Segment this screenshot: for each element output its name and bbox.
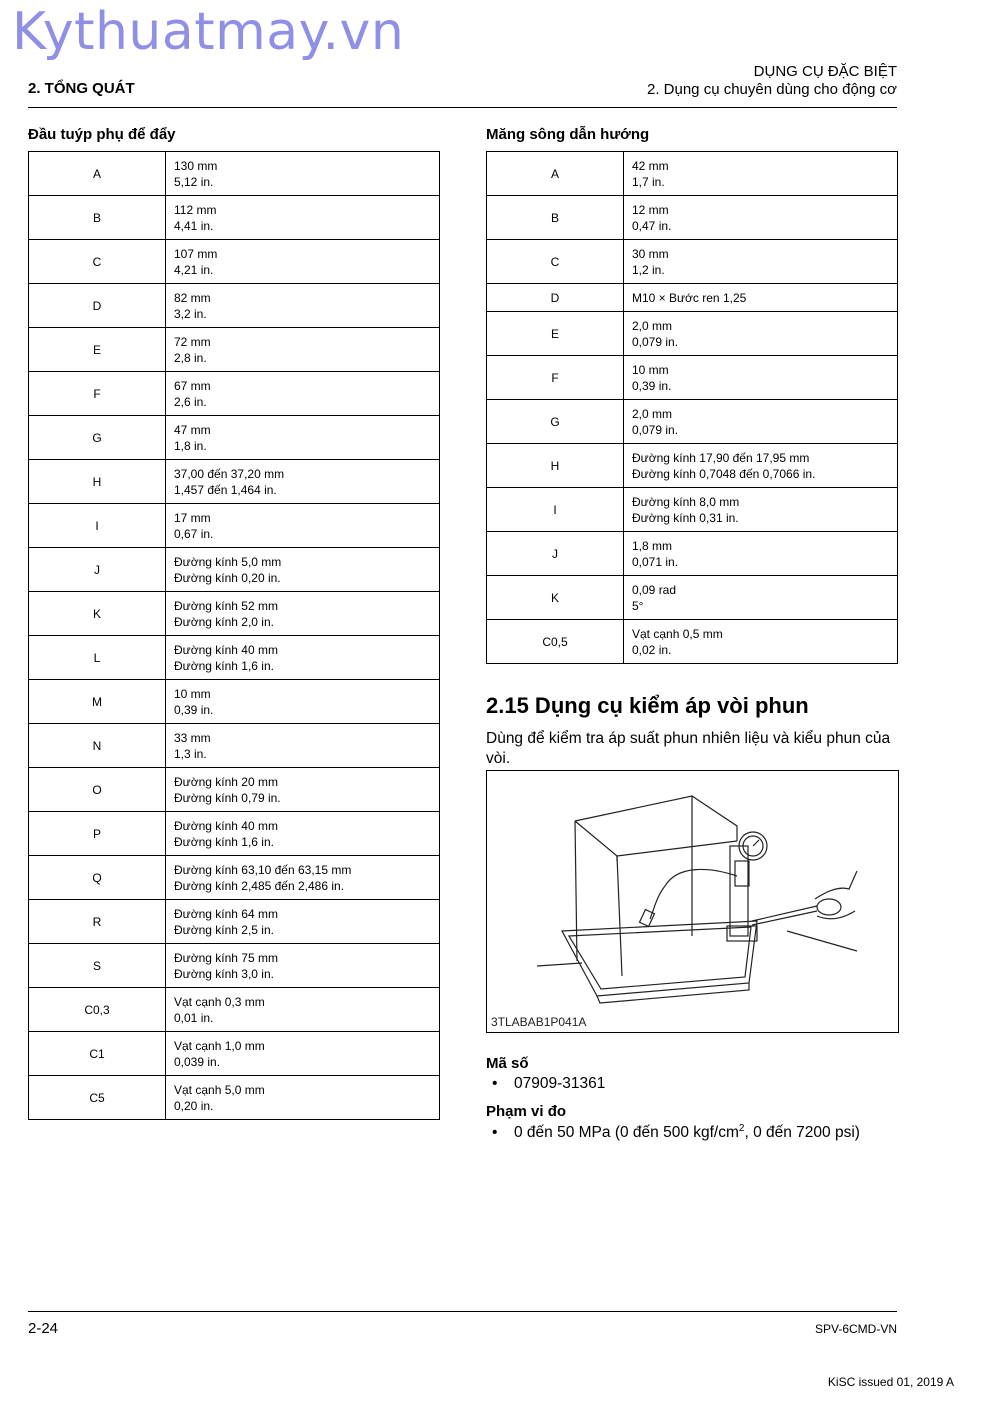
- row-key: B: [29, 196, 166, 240]
- row-value: [166, 152, 440, 196]
- table-row: [487, 240, 898, 284]
- row-key: Q: [29, 856, 166, 900]
- table-row: [29, 1032, 440, 1076]
- value-line: 0,01 in.: [174, 1010, 214, 1025]
- code-bullet: [492, 1075, 605, 1093]
- value-line: Vạt cạnh 1,0 mm: [174, 1038, 265, 1053]
- header-chapter: DỤNG CỤ ĐẶC BIỆT: [753, 63, 897, 80]
- value-line: Đường kính 40 mm: [174, 818, 278, 833]
- footer-doc-code: SPV-6CMD-VN: [814, 1322, 897, 1336]
- header-section: 2. TỔNG QUÁT: [28, 80, 135, 97]
- value-line: Đường kính 0,31 in.: [632, 510, 739, 525]
- row-key: C: [29, 240, 166, 284]
- table-row: [29, 196, 440, 240]
- value-line: 0,079 in.: [632, 422, 679, 437]
- nozzle-tester-figure: [486, 770, 899, 1033]
- row-value: [166, 416, 440, 460]
- value-line: 0,079 in.: [632, 334, 679, 349]
- row-key: E: [29, 328, 166, 372]
- row-value: [624, 356, 898, 400]
- row-value: [166, 1076, 440, 1120]
- section-description: Dùng để kiểm tra áp suất phun nhiên liệu và kiểu phun của vòi.: [486, 730, 891, 767]
- row-key: A: [487, 152, 624, 196]
- row-value: [166, 812, 440, 856]
- value-line: 67 mm: [174, 378, 211, 393]
- range-value-sup: 2: [738, 1123, 745, 1134]
- value-line: 0,09 rad: [632, 582, 677, 597]
- table-row: [29, 636, 440, 680]
- row-value: [624, 532, 898, 576]
- value-line: Đường kính 75 mm: [174, 950, 278, 965]
- table-row: [29, 152, 440, 196]
- value-line: Đường kính 40 mm: [174, 642, 278, 657]
- value-line: Đường kính 52 mm: [174, 598, 278, 613]
- value-line: Đường kính 2,485 đến 2,486 in.: [174, 878, 345, 893]
- figure-code: 3TLABAB1P041A: [491, 1015, 587, 1029]
- value-line: 0,071 in.: [632, 554, 679, 569]
- value-line: Đường kính 1,6 in.: [174, 834, 274, 849]
- value-line: Đường kính 0,79 in.: [174, 790, 281, 805]
- value-line: 0,039 in.: [174, 1054, 221, 1069]
- value-line: 47 mm: [174, 422, 211, 437]
- row-value: [166, 724, 440, 768]
- table-row: [29, 856, 440, 900]
- value-line: 112 mm: [174, 202, 217, 217]
- row-key: C1: [29, 1032, 166, 1076]
- table-row: [29, 900, 440, 944]
- table-row: [29, 988, 440, 1032]
- header-right: [647, 63, 897, 99]
- table-row: [29, 504, 440, 548]
- row-key: D: [487, 284, 624, 312]
- table-row: [29, 812, 440, 856]
- table-row: [487, 196, 898, 240]
- table-row: [487, 532, 898, 576]
- value-line: 107 mm: [174, 246, 218, 261]
- row-value: [166, 988, 440, 1032]
- value-line: 130 mm: [174, 158, 218, 173]
- footer-page: 2-24: [28, 1320, 59, 1337]
- bullet-dot: •: [492, 1075, 498, 1092]
- table-row: [487, 284, 898, 312]
- row-key: C0,5: [487, 620, 624, 664]
- value-line: 1,8 mm: [632, 538, 673, 553]
- section-title: 2.15 Dụng cụ kiểm áp vòi phun: [486, 693, 809, 718]
- row-value: [166, 680, 440, 724]
- table-row: [29, 1076, 440, 1120]
- value-line: Đường kính 0,20 in.: [174, 570, 281, 585]
- range-value-post: , 0 đến 7200 psi): [744, 1124, 860, 1142]
- row-key: O: [29, 768, 166, 812]
- value-line: 30 mm: [632, 246, 669, 261]
- row-key: G: [487, 400, 624, 444]
- row-key: F: [487, 356, 624, 400]
- table-row: [29, 768, 440, 812]
- row-key: K: [487, 576, 624, 620]
- row-value: [166, 548, 440, 592]
- row-value: [166, 944, 440, 988]
- row-key: I: [487, 488, 624, 532]
- footer-rule: [28, 1311, 897, 1312]
- row-value: [166, 460, 440, 504]
- footer-issued: KiSC issued 01, 2019 A: [827, 1375, 954, 1389]
- row-value: [624, 196, 898, 240]
- value-line: 0,47 in.: [632, 218, 672, 233]
- row-value: [624, 444, 898, 488]
- value-line: Đường kính 0,7048 đến 0,7066 in.: [632, 466, 816, 481]
- row-value: [624, 400, 898, 444]
- watermark: Kythuatmay.vn: [12, 2, 405, 62]
- range-heading: Phạm vi đo: [486, 1103, 567, 1120]
- header-rule: [28, 107, 897, 108]
- value-line: Đường kính 1,6 in.: [174, 658, 274, 673]
- table-row: [487, 576, 898, 620]
- value-line: 12 mm: [632, 202, 669, 217]
- row-value: [166, 856, 440, 900]
- value-line: 10 mm: [174, 686, 211, 701]
- value-line: Đường kính 17,90 đến 17,95 mm: [632, 450, 810, 465]
- right-table-title: Măng sông dẫn hướng: [486, 126, 650, 143]
- table-row: [29, 592, 440, 636]
- table-row: [487, 312, 898, 356]
- left-spec-table: [28, 151, 440, 1120]
- range-value-pre: 0 đến 50 MPa (0 đến 500 kgf/cm: [514, 1124, 739, 1142]
- row-value: [624, 284, 898, 312]
- row-key: A: [29, 152, 166, 196]
- value-line: 33 mm: [174, 730, 211, 745]
- row-key: E: [487, 312, 624, 356]
- table-row: [487, 152, 898, 196]
- code-heading: Mã số: [486, 1055, 529, 1072]
- row-key: C: [487, 240, 624, 284]
- value-line: 2,0 mm: [632, 318, 673, 333]
- row-key: J: [487, 532, 624, 576]
- row-value: [166, 636, 440, 680]
- row-value: [166, 900, 440, 944]
- value-line: 37,00 đến 37,20 mm: [174, 466, 285, 481]
- value-line: 4,41 in.: [174, 218, 214, 233]
- table-row: [29, 372, 440, 416]
- value-line: Đường kính 2,0 in.: [174, 614, 274, 629]
- value-line: Đường kính 64 mm: [174, 906, 278, 921]
- table-row: [487, 620, 898, 664]
- row-key: K: [29, 592, 166, 636]
- row-key: H: [29, 460, 166, 504]
- right-spec-table: [486, 151, 898, 664]
- nozzle-tester-illustration: [487, 771, 898, 1032]
- value-line: 0,39 in.: [174, 702, 214, 717]
- row-key: C0,3: [29, 988, 166, 1032]
- row-key: D: [29, 284, 166, 328]
- value-line: 5°: [632, 598, 644, 613]
- row-key: M: [29, 680, 166, 724]
- table-row: [29, 680, 440, 724]
- value-line: Vạt cạnh 0,5 mm: [632, 626, 723, 641]
- row-value: [624, 152, 898, 196]
- row-value: [624, 576, 898, 620]
- row-value: [166, 372, 440, 416]
- value-line: Đường kính 63,10 đến 63,15 mm: [174, 862, 352, 877]
- table-row: [29, 328, 440, 372]
- value-line: M10 × Bước ren 1,25: [632, 290, 747, 305]
- value-line: 1,2 in.: [632, 262, 665, 277]
- value-line: 2,8 in.: [174, 350, 207, 365]
- value-line: 0,67 in.: [174, 526, 214, 541]
- row-key: C5: [29, 1076, 166, 1120]
- bullet-dot: •: [492, 1124, 498, 1142]
- value-line: Đường kính 2,5 in.: [174, 922, 274, 937]
- value-line: 0,20 in.: [174, 1098, 214, 1113]
- header-subchapter: 2. Dụng cụ chuyên dùng cho động cơ: [646, 81, 897, 98]
- value-line: Đường kính 5,0 mm: [174, 554, 282, 569]
- value-line: 72 mm: [174, 334, 211, 349]
- value-line: 3,2 in.: [174, 306, 207, 321]
- table-row: [29, 416, 440, 460]
- row-key: N: [29, 724, 166, 768]
- value-line: 1,7 in.: [632, 174, 665, 189]
- row-value: [624, 488, 898, 532]
- value-line: Đường kính 8,0 mm: [632, 494, 740, 509]
- range-bullet: [492, 1123, 860, 1142]
- value-line: 1,8 in.: [174, 438, 207, 453]
- table-row: [29, 548, 440, 592]
- table-row: [487, 444, 898, 488]
- value-line: 2,6 in.: [174, 394, 207, 409]
- row-key: G: [29, 416, 166, 460]
- value-line: Đường kính 20 mm: [174, 774, 278, 789]
- row-value: [166, 284, 440, 328]
- value-line: 82 mm: [174, 290, 211, 305]
- row-value: [624, 620, 898, 664]
- table-row: [487, 488, 898, 532]
- row-key: S: [29, 944, 166, 988]
- value-line: 4,21 in.: [174, 262, 214, 277]
- value-line: 42 mm: [632, 158, 669, 173]
- row-value: [166, 768, 440, 812]
- row-key: B: [487, 196, 624, 240]
- value-line: Đường kính 3,0 in.: [174, 966, 274, 981]
- row-value: [166, 504, 440, 548]
- table-row: [487, 400, 898, 444]
- row-value: [166, 1032, 440, 1076]
- row-key: J: [29, 548, 166, 592]
- row-key: L: [29, 636, 166, 680]
- value-line: 10 mm: [632, 362, 669, 377]
- value-line: 5,12 in.: [174, 174, 214, 189]
- table-row: [29, 724, 440, 768]
- code-value: 07909-31361: [514, 1075, 606, 1092]
- row-value: [624, 312, 898, 356]
- table-row: [29, 944, 440, 988]
- value-line: 17 mm: [174, 510, 211, 525]
- table-row: [29, 240, 440, 284]
- value-line: 1,457 đến 1,464 in.: [174, 482, 277, 497]
- table-row: [29, 460, 440, 504]
- row-key: I: [29, 504, 166, 548]
- row-key: F: [29, 372, 166, 416]
- row-value: [166, 592, 440, 636]
- value-line: Vạt cạnh 0,3 mm: [174, 994, 265, 1009]
- table-row: [487, 356, 898, 400]
- row-value: [166, 240, 440, 284]
- row-key: H: [487, 444, 624, 488]
- value-line: 0,39 in.: [632, 378, 672, 393]
- value-line: Vạt cạnh 5,0 mm: [174, 1082, 265, 1097]
- value-line: 0,02 in.: [632, 642, 672, 657]
- row-key: P: [29, 812, 166, 856]
- row-value: [166, 328, 440, 372]
- row-value: [166, 196, 440, 240]
- row-value: [624, 240, 898, 284]
- value-line: 2,0 mm: [632, 406, 673, 421]
- row-key: R: [29, 900, 166, 944]
- left-table-title: Đầu tuýp phụ để đẩy: [28, 126, 176, 143]
- table-row: [29, 284, 440, 328]
- value-line: 1,3 in.: [174, 746, 207, 761]
